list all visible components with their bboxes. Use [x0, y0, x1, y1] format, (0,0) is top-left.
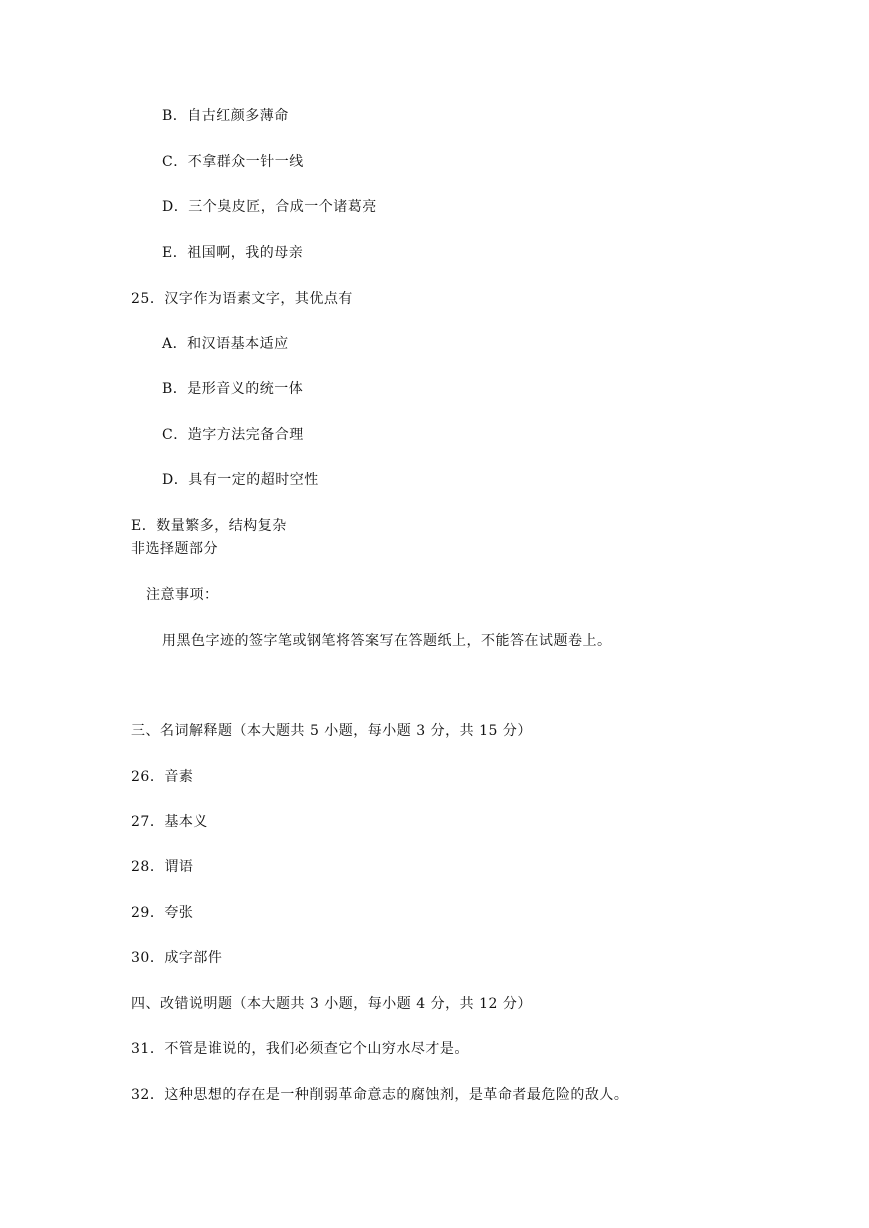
q24-option-c: C．不拿群众一针一线	[162, 154, 304, 170]
question-26: 26．音素	[131, 769, 194, 785]
section3-heading: 三、名词解释题（本大题共 5 小题，每小题 3 分，共 15 分）	[131, 723, 532, 739]
section4-heading: 四、改错说明题（本大题共 3 小题，每小题 4 分，共 12 分）	[131, 996, 532, 1012]
non-choice-title: 非选择题部分	[131, 541, 218, 557]
q25-option-c: C．造字方法完备合理	[162, 427, 304, 443]
notice-body: 用黑色字迹的签字笔或钢笔将答案写在答题纸上，不能答在试题卷上。	[162, 633, 612, 649]
q25-option-e: E．数量繁多，结构复杂	[131, 518, 287, 534]
q25-option-b: B．是形音义的统一体	[162, 381, 304, 397]
q24-option-e: E．祖国啊，我的母亲	[162, 245, 304, 261]
question-29: 29．夸张	[131, 905, 194, 921]
q24-option-b: B．自古红颜多薄命	[162, 108, 289, 124]
question-30: 30．成字部件	[131, 950, 223, 966]
question-28: 28．谓语	[131, 859, 194, 875]
q25-stem: 25．汉字作为语素文字，其优点有	[131, 291, 353, 307]
question-31: 31．不管是谁说的，我们必须查它个山穷水尽才是。	[131, 1041, 469, 1057]
notice-heading: 注意事项：	[146, 587, 219, 603]
q25-option-d: D．具有一定的超时空性	[162, 472, 319, 488]
question-27: 27．基本义	[131, 814, 208, 830]
q25-option-a: A．和汉语基本适应	[162, 336, 289, 352]
question-32: 32．这种思想的存在是一种削弱革命意志的腐蚀剂，是革命者最危险的敌人。	[131, 1087, 629, 1103]
q24-option-d: D．三个臭皮匠，合成一个诸葛亮	[162, 199, 377, 215]
